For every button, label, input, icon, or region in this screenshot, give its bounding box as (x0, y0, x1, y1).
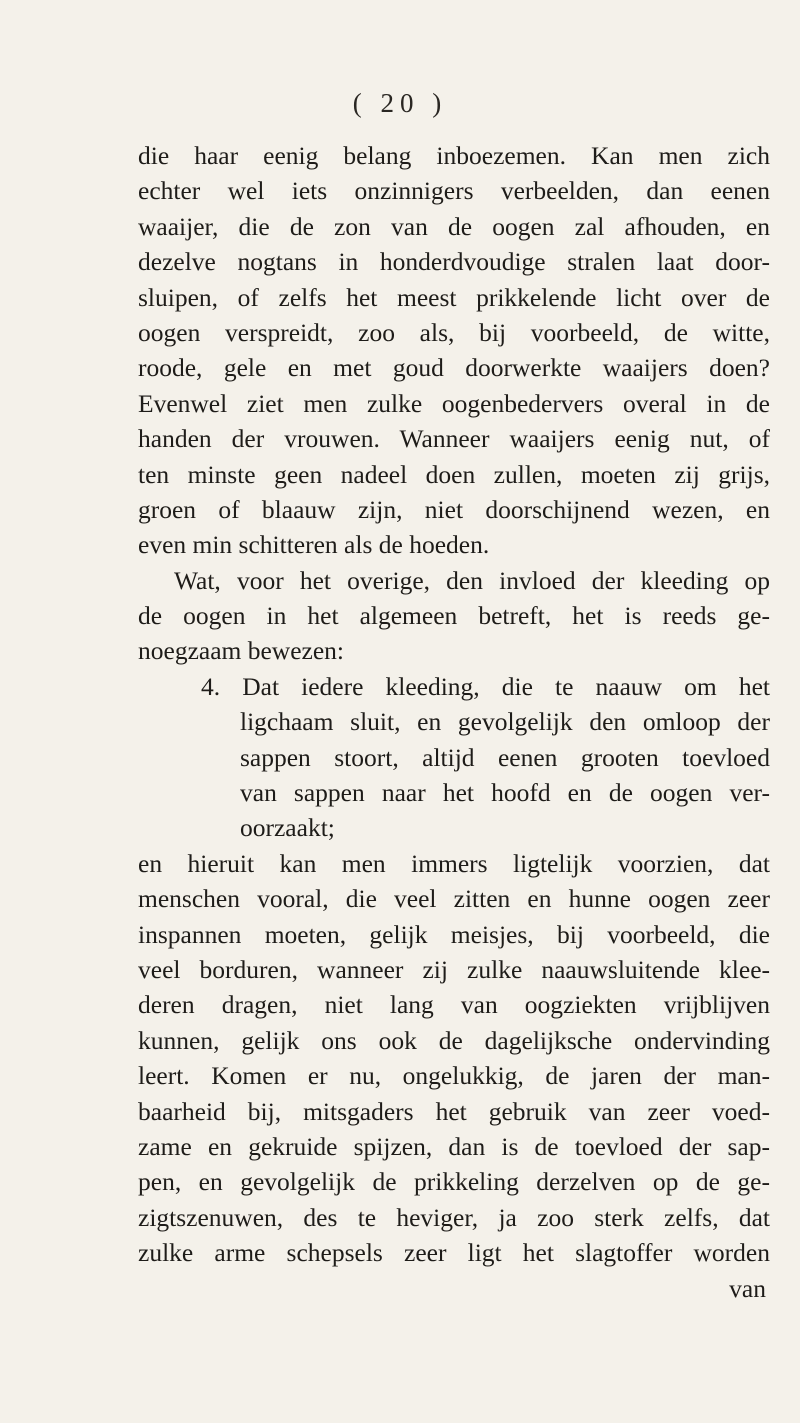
item-line: van sappen naar het hoofd en de oogen ver- (240, 778, 770, 808)
text-line: oogen verspreidt, zoo als, bij voorbeeld, de witte, (138, 317, 770, 347)
text-line: leert. Komen er nu, ongelukkig, de jaren der man- (138, 1061, 770, 1091)
text-line: baarheid bij, mitsgaders het gebruik van zeer voed- (138, 1096, 770, 1126)
text-line: en hieruit kan men immers ligtelijk voorzien, dat (138, 848, 770, 878)
text-line: zigtszenuwen, des te heviger, ja zoo sterk zelfs, dat (138, 1202, 770, 1232)
text-line: zulke arme schepsels zeer ligt het slagtoffer worden (138, 1238, 770, 1268)
text-line: Wat, voor het overige, den invloed der kleeding op (174, 565, 770, 595)
text-line: kunnen, gelijk ons ook de dagelijksche ondervinding (138, 1025, 770, 1055)
paragraph-3 (138, 846, 770, 1271)
text-line: inspannen moeten, gelijk meisjes, bij voorbeeld, die (138, 919, 770, 949)
text-line: Evenwel ziet men zulke oogenbedervers overal in de (138, 388, 770, 418)
text-line: pen, en gevolgelijk de prikkeling derzelven op de ge- (138, 1167, 770, 1197)
text-line: echter wel iets onzinnigers verbeelden, dan eenen (138, 176, 770, 206)
item-line: 4. Dat iedere kleeding, die te naauw om het (201, 671, 770, 701)
text-line: groen of blaauw zijn, niet doorschijnend wezen, en (138, 494, 770, 524)
text-line: noegzaam bewezen: (138, 636, 345, 666)
text-line: sluipen, of zelfs het meest prikkelende licht over de (138, 282, 770, 312)
text-line: ten minste geen nadeel doen zullen, moeten zij grijs, (138, 459, 770, 489)
catchword: van (729, 1273, 766, 1303)
page-number: ( 20 ) (352, 88, 448, 118)
paragraph-2 (138, 563, 770, 669)
item-line: sappen stoort, altijd eenen grooten toevloed (240, 742, 770, 772)
body-text (138, 138, 770, 1306)
paragraph-1 (138, 138, 770, 563)
numbered-item-4 (138, 669, 770, 846)
text-line: even min schitteren als de hoeden. (138, 530, 490, 560)
text-line: deren dragen, niet lang van oogziekten vrijblijven (138, 990, 770, 1020)
text-line: menschen vooral, die veel zitten en hunne oogen zeer (138, 884, 770, 914)
text-line: handen der vrouwen. Wanneer waaijers eenig nut, of (138, 424, 770, 454)
item-line: ligchaam sluit, en gevolgelijk den omloop der (240, 707, 770, 737)
text-line: die haar eenig belang inboezemen. Kan men zich (138, 141, 770, 170)
text-line: roode, gele en met goud doorwerkte waaijers doen? (138, 353, 770, 383)
text-line: zame en gekruide spijzen, dan is de toevloed der sap- (138, 1131, 770, 1161)
text-line: waaijer, die de zon van de oogen zal afhouden, en (138, 211, 770, 241)
text-line: veel borduren, wanneer zij zulke naauwsluitende klee- (138, 954, 770, 984)
text-line: dezelve nogtans in honderdvoudige stralen laat door- (138, 247, 770, 277)
text-line: de oogen in het algemeen betreft, het is reeds ge- (138, 601, 770, 631)
item-line: oorzaakt; (240, 813, 335, 843)
